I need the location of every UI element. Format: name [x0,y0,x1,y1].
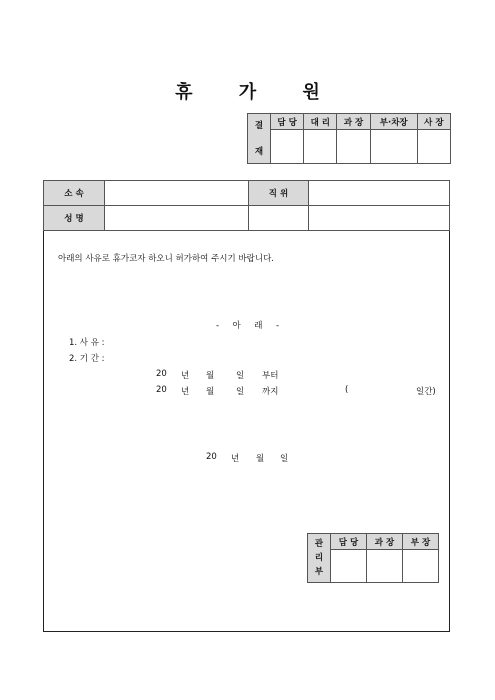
period-from-suffix: 부터 [262,371,279,381]
management-header-2: 과 장 [367,534,403,550]
name-label: 성 명 [44,206,105,231]
dept-field[interactable] [105,181,249,206]
position-field[interactable] [309,181,450,206]
notice-heading: - 아 래 - [215,321,280,331]
period-to-m: 월 [206,387,215,397]
approval-sign-1[interactable] [271,130,304,164]
blank-cell-2 [309,206,450,231]
info-table [43,180,450,231]
date-m: 월 [256,454,265,464]
period-open-paren: ( [345,385,349,395]
period-from-year: 20 [156,369,167,379]
approval-header-2: 대 리 [304,114,337,130]
approval-header-3: 과 장 [337,114,370,130]
blank-cell [249,206,309,231]
management-label [308,534,331,583]
page-title: 휴 가 원 [175,82,340,103]
name-field[interactable] [105,206,249,231]
management-label-2: 리 [314,553,324,563]
period-to-d: 일 [236,387,245,397]
period-from-y: 년 [181,371,190,381]
management-header-3: 부 장 [403,534,439,550]
approval-table [247,113,451,164]
approval-header-1: 담 당 [271,114,304,130]
management-label-1: 관 [314,539,324,549]
period-from-d: 일 [236,371,245,381]
date-year: 20 [206,452,217,462]
dept-label: 소 속 [44,181,105,206]
period-to-y: 년 [181,387,190,397]
management-table [307,533,439,583]
period-from-m: 월 [206,371,215,381]
approval-sign-5[interactable] [417,130,450,164]
period-days: 일간) [416,387,436,397]
period-to-year: 20 [156,385,167,395]
management-header-1: 담 당 [331,534,367,550]
management-sign-1[interactable] [331,550,367,583]
date-y: 년 [231,454,240,464]
management-sign-3[interactable] [403,550,439,583]
approval-sign-2[interactable] [304,130,337,164]
position-label: 직 위 [249,181,309,206]
approval-label-bottom: 재 [254,146,264,157]
reason-label: 1. 사 유 : [69,338,105,348]
request-text: 아래의 사유로 휴가코자 하오니 허가하여 주시기 바랍니다. [58,254,274,264]
approval-sign-3[interactable] [337,130,370,164]
management-sign-2[interactable] [367,550,403,583]
approval-header-5: 사 장 [417,114,450,130]
management-label-3: 부 [314,567,324,577]
approval-sign-4[interactable] [370,130,417,164]
period-label: 2. 기 간 : [69,354,105,364]
reason-field[interactable] [110,334,410,347]
date-d: 일 [280,454,289,464]
approval-label [248,114,271,164]
period-to-suffix: 까지 [262,387,279,397]
approval-label-top: 결 [254,120,264,131]
approval-header-4: 부·차장 [370,114,417,130]
